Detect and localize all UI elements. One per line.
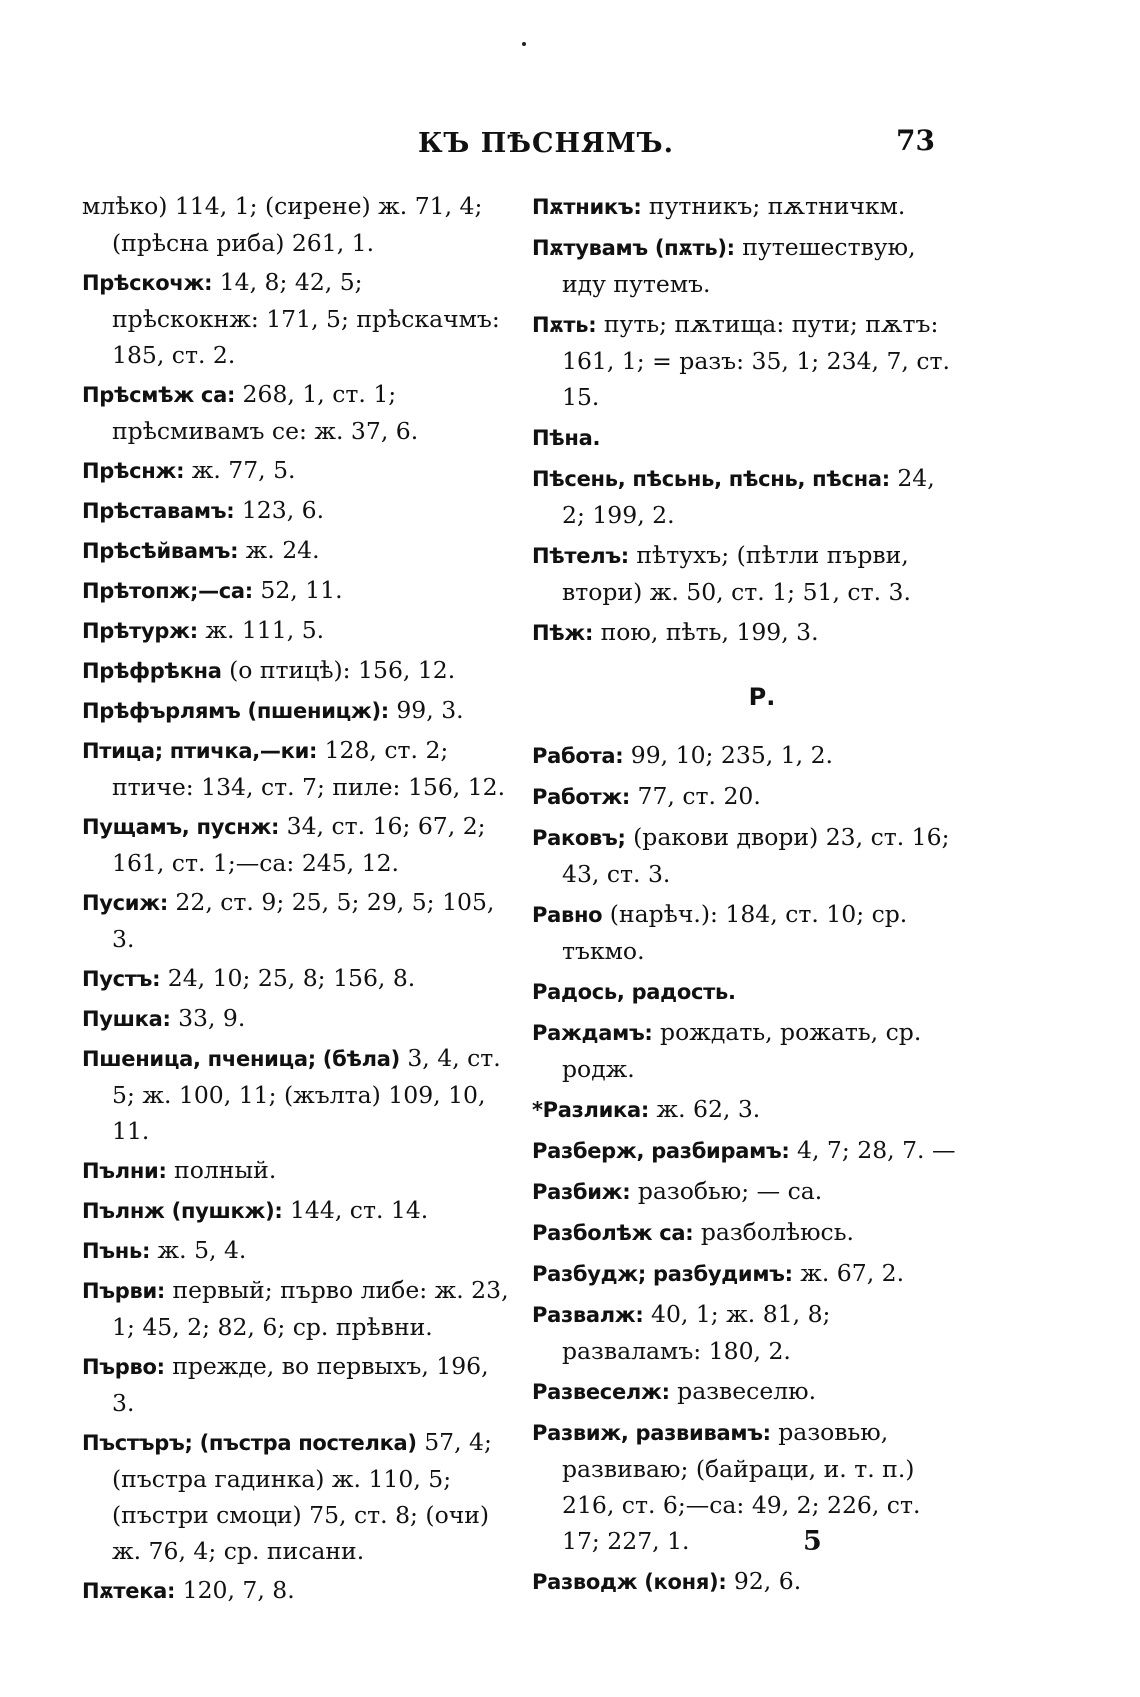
entry-headword: Прѣставамъ: bbox=[82, 499, 235, 523]
section-letter: Р. bbox=[748, 683, 776, 711]
entry-headword: Пъстъръ; (пъстра постелка) bbox=[82, 1431, 417, 1455]
dictionary-entry bbox=[532, 819, 962, 892]
dictionary-entry bbox=[82, 452, 512, 489]
entry-headword: Равно bbox=[532, 903, 603, 927]
entry-headword: Радось, радость. bbox=[532, 980, 736, 1004]
entry-text: 77, ст. 20. bbox=[637, 782, 761, 810]
entry-headword: Пълни: bbox=[82, 1159, 167, 1183]
entry-headword: Пѫтувамъ (пѫть): bbox=[532, 236, 735, 260]
entry-headword: Пънь: bbox=[82, 1239, 151, 1263]
entry-text: 24, 10; 25, 8; 156, 8. bbox=[167, 964, 416, 992]
entry-headword: Пшеница, пченица; (бѣла) bbox=[82, 1047, 400, 1071]
entry-headword: Прѣсмѣж са: bbox=[82, 383, 236, 407]
entry-text: 57, 4; (пъстра гадинка) ж. 110, 5; (пъстри смоци) 75, ст. 8; (очи) ж. 76, 4; ср. писани. bbox=[112, 1428, 492, 1565]
entry-headword: Пълнж (пушкж): bbox=[82, 1199, 283, 1223]
entry-text: пою, пѣть, 199, 3. bbox=[600, 618, 819, 646]
entry-text: путникъ; пѫтничкм. bbox=[648, 192, 906, 220]
dictionary-entry bbox=[82, 960, 512, 997]
entry-headword: Пѫть: bbox=[532, 313, 597, 337]
dictionary-entry bbox=[532, 1296, 962, 1369]
dictionary-entry bbox=[82, 732, 512, 805]
entry-headword: Разбудж; разбудимъ: bbox=[532, 1262, 793, 1286]
dictionary-entry bbox=[82, 264, 512, 373]
dictionary-entry bbox=[82, 612, 512, 649]
dictionary-entry bbox=[532, 1173, 962, 1210]
dictionary-entry bbox=[82, 1348, 512, 1421]
dictionary-entry bbox=[82, 808, 512, 881]
entry-headword: Пушка: bbox=[82, 1007, 171, 1031]
dictionary-entry bbox=[82, 652, 512, 689]
entry-text: (нарѣч.): 184, ст. 10; ср. тъкмо. bbox=[562, 900, 908, 965]
dictionary-entry bbox=[532, 1373, 962, 1410]
entry-text: 120, 7, 8. bbox=[182, 1576, 295, 1604]
entry-text: 92, 6. bbox=[733, 1567, 802, 1595]
entry-headword: Пустъ: bbox=[82, 967, 161, 991]
dictionary-entry bbox=[82, 532, 512, 569]
dictionary-entry bbox=[532, 1414, 962, 1559]
entry-headword: Пусиж: bbox=[82, 891, 168, 915]
entry-text: 52, 11. bbox=[260, 576, 343, 604]
entry-headword: Прѣфърлямъ (пшеницж): bbox=[82, 699, 389, 723]
page-number: 73 bbox=[896, 124, 935, 157]
entry-headword: Развиж, развивамъ: bbox=[532, 1421, 771, 1445]
entry-text: млѣко) 114, 1; (сирене) ж. 71, 4; (прѣсна риба) 261, 1. bbox=[82, 192, 483, 257]
entry-text: 128, ст. 2; птиче: 134, ст. 7; пиле: 156, 12. bbox=[112, 736, 506, 801]
dictionary-entry bbox=[532, 1255, 962, 1292]
dictionary-entry bbox=[82, 1192, 512, 1229]
entry-headword: Работж: bbox=[532, 785, 631, 809]
entry-text: ж. 111, 5. bbox=[205, 616, 325, 644]
entry-text: 99, 3. bbox=[396, 696, 464, 724]
entry-headword: Прѣсѣйвамъ: bbox=[82, 539, 239, 563]
entry-headword: Пѣсень, пѣсьнь, пѣснь, пѣсна: bbox=[532, 467, 890, 491]
dictionary-entry bbox=[82, 1424, 512, 1569]
entry-text: 22, ст. 9; 25, 5; 29, 5; 105, 3. bbox=[112, 888, 495, 953]
entry-text: 4, 7; 28, 7. — bbox=[797, 1136, 956, 1164]
ink-speck bbox=[522, 42, 526, 46]
entry-text: ж. 77, 5. bbox=[191, 456, 296, 484]
entry-headword: Разболѣж са: bbox=[532, 1221, 694, 1245]
dictionary-entry bbox=[532, 1563, 962, 1600]
left-column bbox=[82, 188, 512, 1609]
entry-headword: Развалж: bbox=[532, 1303, 644, 1327]
entry-headword: Разводж (коня): bbox=[532, 1570, 727, 1594]
entry-headword: Пѫтека: bbox=[82, 1579, 176, 1603]
dictionary-entry bbox=[82, 884, 512, 957]
right-column bbox=[532, 188, 962, 1600]
entry-headword: Пѫтникъ: bbox=[532, 195, 642, 219]
entry-text: ж. 67, 2. bbox=[800, 1259, 905, 1287]
dictionary-entry bbox=[532, 1014, 962, 1087]
dictionary-entry bbox=[532, 1091, 962, 1128]
entry-text: (о птицѣ): 156, 12. bbox=[229, 656, 456, 684]
dictionary-entry bbox=[82, 1152, 512, 1189]
dictionary-entry bbox=[82, 1000, 512, 1037]
entry-text: 123, 6. bbox=[241, 496, 325, 524]
entry-text: 268, 1, ст. 1; прѣсмивамъ се: ж. 37, 6. bbox=[112, 380, 419, 445]
dictionary-entry bbox=[532, 737, 962, 774]
entry-headword: *Разлика: bbox=[532, 1098, 649, 1122]
entry-text: ж. 62, 3. bbox=[656, 1095, 761, 1123]
dictionary-entry bbox=[82, 1572, 512, 1609]
dictionary-entry bbox=[82, 376, 512, 449]
dictionary-entry bbox=[532, 229, 962, 302]
entry-text: ж. 24. bbox=[245, 536, 320, 564]
entry-headword: Първо: bbox=[82, 1355, 165, 1379]
dictionary-entry bbox=[82, 188, 512, 261]
dictionary-entry bbox=[532, 778, 962, 815]
entry-text: 40, 1; ж. 81, 8; разваламъ: 180, 2. bbox=[562, 1300, 831, 1365]
dictionary-entry bbox=[532, 896, 962, 969]
dictionary-entry bbox=[82, 1272, 512, 1345]
entries-letter-r bbox=[532, 737, 962, 1600]
entry-text: рождать, рожать, ср. родж. bbox=[562, 1018, 922, 1083]
entry-headword: Прѣтурж: bbox=[82, 619, 198, 643]
entry-text: путь; пѫтища: пути; пѫтъ: 161, 1; = разъ: 35, 1; 234, 7, ст. 15. bbox=[562, 310, 951, 411]
entry-headword: Развеселж: bbox=[532, 1380, 670, 1404]
entry-text: 33, 9. bbox=[178, 1004, 246, 1032]
dictionary-entry bbox=[532, 419, 962, 456]
signature-mark: 5 bbox=[803, 1526, 822, 1557]
dictionary-entry bbox=[82, 492, 512, 529]
dictionary-entry bbox=[82, 1232, 512, 1269]
dictionary-entry bbox=[532, 1214, 962, 1251]
entry-text: 34, ст. 16; 67, 2; 161, ст. 1;—са: 245, 12. bbox=[112, 812, 486, 877]
entry-text: развеселю. bbox=[677, 1377, 817, 1405]
entry-text: (ракови двори) 23, ст. 16; 43, ст. 3. bbox=[562, 823, 950, 888]
entry-text: путешествую, иду путемъ. bbox=[562, 233, 916, 298]
entry-text: 14, 8; 42, 5; прѣскокнж: 171, 5; прѣскачмъ: 185, ст. 2. bbox=[112, 268, 500, 369]
entry-headword: Раждамъ: bbox=[532, 1021, 653, 1045]
dictionary-entry bbox=[532, 973, 962, 1010]
entry-headword: Прѣтопж;—са: bbox=[82, 579, 253, 603]
entry-headword: Пѣж: bbox=[532, 621, 594, 645]
dictionary-entry bbox=[82, 692, 512, 729]
entry-text: ж. 5, 4. bbox=[157, 1236, 247, 1264]
entry-headword: Прѣфрѣкна bbox=[82, 659, 222, 683]
dictionary-entry bbox=[532, 1132, 962, 1169]
dictionary-entry bbox=[532, 460, 962, 533]
entry-headword: Птица; птичка,—ки: bbox=[82, 739, 318, 763]
entry-headword: Пѣтелъ: bbox=[532, 544, 629, 568]
dictionary-entry bbox=[532, 614, 962, 651]
entry-headword: Първи: bbox=[82, 1279, 165, 1303]
dictionary-entry bbox=[532, 537, 962, 610]
entry-text: 24, 2; 199, 2. bbox=[562, 464, 935, 529]
dictionary-entry bbox=[532, 188, 962, 225]
entry-headword: Разбиж: bbox=[532, 1180, 631, 1204]
dictionary-entry bbox=[82, 572, 512, 609]
entry-headword: Прѣснж: bbox=[82, 459, 185, 483]
entry-headword: Работа: bbox=[532, 744, 624, 768]
entry-headword: Раковъ; bbox=[532, 826, 626, 850]
entry-headword: Разберж, разбирамъ: bbox=[532, 1139, 790, 1163]
dictionary-entry bbox=[82, 1040, 512, 1149]
entry-text: первый; първо либе: ж. 23, 1; 45, 2; 82, 6; ср. прѣвни. bbox=[112, 1276, 509, 1341]
entry-text: 3, 4, ст. 5; ж. 100, 11; (жълта) 109, 10, 11. bbox=[112, 1044, 501, 1145]
entry-text: разобью; — са. bbox=[637, 1177, 823, 1205]
entry-text: разовью, развиваю; (байраци, и. т. п.) 216, ст. 6;—са: 49, 2; 226, ст. 17; 227, 1. bbox=[562, 1418, 921, 1555]
entry-text: разболѣюсь. bbox=[700, 1218, 854, 1246]
entry-headword: Прѣскочж: bbox=[82, 271, 213, 295]
entry-headword: Пѣна. bbox=[532, 426, 601, 450]
entry-text: пѣтухъ; (пѣтли първи, втори) ж. 50, ст. 1; 51, ст. 3. bbox=[562, 541, 911, 606]
running-title: КЪ ПѢСНЯМЪ. bbox=[418, 128, 674, 159]
dictionary-entry bbox=[532, 306, 962, 415]
entry-text: полный. bbox=[174, 1156, 277, 1184]
entry-text: прежде, во первыхъ, 196, 3. bbox=[112, 1352, 489, 1417]
entry-text: 144, ст. 14. bbox=[289, 1196, 429, 1224]
entry-headword: Пущамъ, пуснж: bbox=[82, 815, 280, 839]
entry-text: 99, 10; 235, 1, 2. bbox=[630, 741, 834, 769]
entries-letter-p bbox=[532, 188, 962, 651]
